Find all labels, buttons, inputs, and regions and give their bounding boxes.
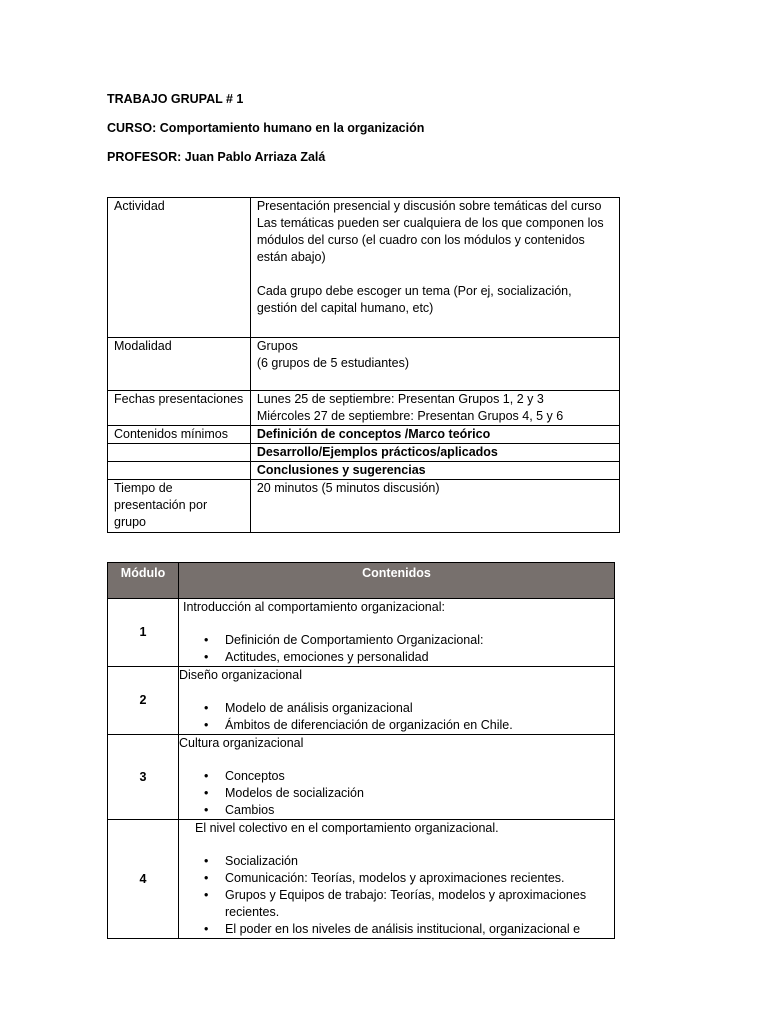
fechas-label: Fechas presentaciones [108, 391, 251, 426]
contenidos-label: Contenidos mínimos [108, 426, 251, 444]
module-contents [179, 735, 615, 820]
list-item: • Modelos de socialización [225, 785, 608, 802]
module-contents [179, 820, 615, 939]
text-line: Tiempo de [114, 481, 173, 495]
row-actividad [108, 198, 620, 338]
row-contenidos-2 [108, 444, 620, 462]
course-name: CURSO: Comportamiento humano en la organización [107, 121, 425, 135]
contenidos-header: Contenidos [179, 563, 615, 599]
module-title: Diseño organizacional [179, 668, 302, 682]
text-line: Grupos [256, 339, 298, 353]
list-item: • Grupos y Equipos de trabajo: Teorías, modelos y aproximaciones recientes. [225, 887, 608, 921]
list-item: • Comunicación: Teorías, modelos y aproximaciones recientes. [225, 870, 608, 887]
text-line: Las temáticas pueden ser cualquiera de los que componen los [256, 216, 604, 230]
modules-header-row [108, 563, 615, 599]
professor-name: PROFESOR: Juan Pablo Arriaza Zalá [107, 150, 326, 164]
modalidad-label: Modalidad [108, 338, 251, 391]
module-contents [179, 599, 615, 667]
list-item: • Ámbitos de diferenciación de organización en Chile. [225, 717, 608, 734]
info-table [107, 197, 620, 533]
text-line: Cada grupo debe escoger un tema (Por ej, socialización, [256, 284, 572, 298]
text-line: presentación por [114, 498, 208, 512]
empty-cell [108, 444, 251, 462]
module-row [108, 667, 615, 735]
module-topic-list [181, 853, 608, 938]
text-line: módulos del curso (el cuadro con los módulos y contenidos [256, 233, 585, 247]
module-contents [179, 667, 615, 735]
module-row [108, 820, 615, 939]
module-number: 2 [108, 667, 179, 735]
list-item: • El poder en los niveles de análisis institucional, organizacional e [225, 921, 608, 938]
modules-table [107, 562, 615, 939]
list-item: • Conceptos [225, 768, 608, 785]
module-title: Cultura organizacional [179, 736, 304, 750]
row-tiempo [108, 480, 620, 533]
module-title: El nivel colectivo en el comportamiento organizacional. [195, 821, 499, 835]
list-item: • Socialización [225, 853, 608, 870]
text-line: Presentación presencial y discusión sobre temáticas del curso [256, 199, 602, 213]
module-topic-list [181, 768, 608, 819]
actividad-label: Actividad [108, 198, 251, 338]
module-row [108, 599, 615, 667]
module-row [108, 735, 615, 820]
spacer [257, 266, 613, 283]
text-line: gestión del capital humano, etc) [256, 301, 434, 315]
module-number: 4 [108, 820, 179, 939]
text-line: grupo [114, 515, 146, 529]
text-line: están abajo) [256, 250, 326, 264]
module-topic-list [181, 632, 608, 666]
row-modalidad [108, 338, 620, 391]
assignment-title: TRABAJO GRUPAL # 1 [107, 92, 244, 106]
actividad-value [250, 198, 619, 338]
text-line: (6 grupos de 5 estudiantes) [256, 356, 410, 370]
contenido-item: Desarrollo/Ejemplos prácticos/aplicados [250, 444, 619, 462]
row-fechas [108, 391, 620, 426]
list-item: • Modelo de análisis organizacional [225, 700, 608, 717]
text-line: Miércoles 27 de septiembre: Presentan Grupos 4, 5 y 6 [256, 409, 564, 423]
list-item: • Definición de Comportamiento Organizacional: [225, 632, 608, 649]
empty-cell [108, 462, 251, 480]
list-item: • Actitudes, emociones y personalidad [225, 649, 608, 666]
row-contenidos-1 [108, 426, 620, 444]
text-line: Lunes 25 de septiembre: Presentan Grupos 1, 2 y 3 [256, 392, 544, 406]
list-item: • Cambios [225, 802, 608, 819]
row-contenidos-3 [108, 462, 620, 480]
modalidad-value [250, 338, 619, 391]
contenido-item: Definición de conceptos /Marco teórico [250, 426, 619, 444]
tiempo-value: 20 minutos (5 minutos discusión) [250, 480, 619, 533]
module-topic-list [181, 700, 608, 734]
module-title: Introducción al comportamiento organizacional: [183, 600, 445, 614]
modulo-header: Módulo [108, 563, 179, 599]
fechas-value [250, 391, 619, 426]
contenido-item: Conclusiones y sugerencias [250, 462, 619, 480]
module-number: 3 [108, 735, 179, 820]
tiempo-label [108, 480, 251, 533]
module-number: 1 [108, 599, 179, 667]
